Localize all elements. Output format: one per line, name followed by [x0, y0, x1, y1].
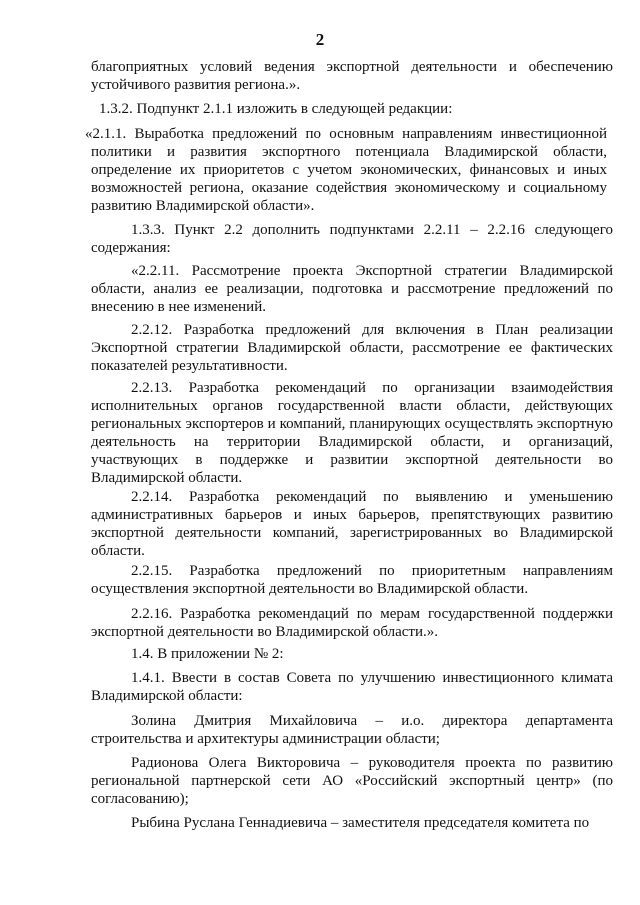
- paragraph-2-2-11: «2.2.11. Рассмотрение проекта Экспортной стратегии Владимирской области, анализ ее реализации, подготовка и рассмотрение предложений по внесению в нее изменений.: [91, 263, 613, 315]
- paragraph-1-4-1: 1.4.1. Ввести в состав Совета по улучшению инвестиционного климата Владимирской области:: [91, 670, 613, 704]
- paragraph-1-3-2: 1.3.2. Подпункт 2.1.1 изложить в следующей редакции:: [99, 101, 453, 117]
- paragraph-member-rybin: Рыбина Руслана Геннадиевича – заместителя председателя комитета по: [131, 815, 590, 831]
- paragraph-2-2-15: 2.2.15. Разработка предложений по приоритетным направлениям осуществления экспортной деятельности во Владимирской области.: [91, 563, 613, 597]
- paragraph-2-2-12: 2.2.12. Разработка предложений для включения в План реализации Экспортной стратегии Владимирской области, рассмотрение ее фактических показателей результативности.: [91, 322, 613, 374]
- paragraph-1-3-3: 1.3.3. Пункт 2.2 дополнить подпунктами 2.2.11 – 2.2.16 следующего содержания:: [91, 222, 613, 256]
- paragraph-2-2-14: 2.2.14. Разработка рекомендаций по выявлению и уменьшению административных барьеров и иных барьеров, препятствующих развитию экспортной деятельности компаний, зарегистрированных во Владимирской области.: [91, 489, 613, 559]
- paragraph-2-2-16: 2.2.16. Разработка рекомендаций по мерам государственной поддержки экспортной деятельности во Владимирской области.».: [91, 606, 613, 640]
- paragraph-2-2-13: 2.2.13. Разработка рекомендаций по организации взаимодействия исполнительных органов государственной власти области, действующих региональных экспортеров и компаний, планирующих осуществлять экспортную деятельность на территории Владимирской области, и организаций, участвующих в поддержке и развитии экспортной деятельности во Владимирской области.: [91, 380, 613, 486]
- paragraph-member-radionov: Радионова Олега Викторовича – руководителя проекта по развитию региональной партнерской сети АО «Российский экспортный центр» (по согласованию);: [91, 755, 613, 807]
- paragraph-member-zolin: Золина Дмитрия Михайловича – и.о. директора департамента строительства и архитектуры администрации области;: [91, 713, 613, 747]
- page-number: 2: [315, 30, 325, 49]
- paragraph-intro-continuation: благоприятных условий ведения экспортной деятельности и обеспечению устойчивого развития региона.».: [91, 59, 613, 93]
- paragraph-2-1-1: «2.1.1. Выработка предложений по основным направлениям инвестиционной политики и развития экспортного потенциала Владимирской области, определение их приоритетов с учетом экономических, финансовых и иных возможностей региона, оказание содействия экономическому и социальному развитию Владимирской области».: [85, 126, 607, 214]
- paragraph-1-4: 1.4. В приложении № 2:: [131, 646, 284, 662]
